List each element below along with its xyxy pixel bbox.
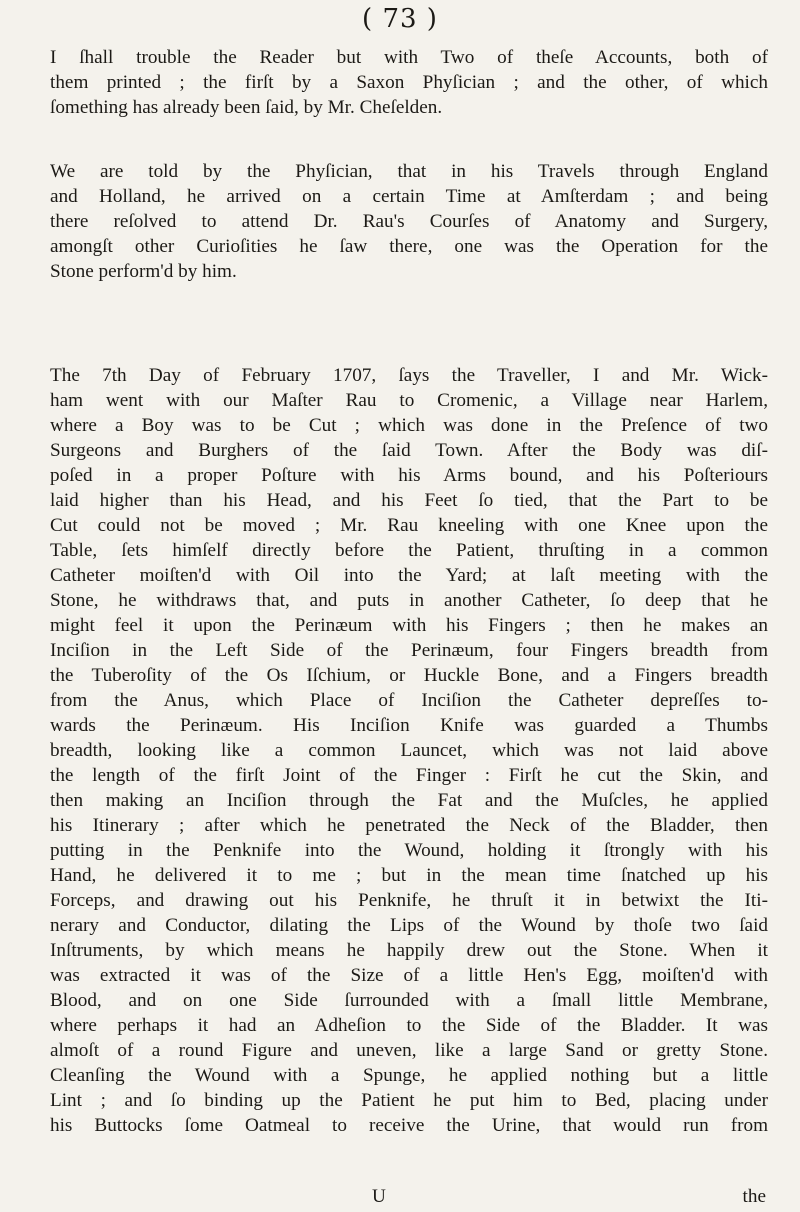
page-footer [0, 1186, 800, 1212]
text-line: Cleanſing the Wound with a Spunge, he applied nothing but a little [50, 1065, 768, 1086]
text-line: wards the Perinæum. His Inciſion Knife was guarded a Thumbs [50, 715, 768, 736]
text-line: them printed ; the firſt by a Saxon Phyſician ; and the other, of which [50, 72, 768, 93]
paragraph-1 [50, 45, 768, 120]
text-line: breadth, looking like a common Launcet, which was not laid above [50, 740, 768, 761]
paragraph-3 [50, 363, 768, 1188]
text-line: where perhaps it had an Adheſion to the Side of the Bladder. It was [50, 1015, 768, 1036]
text-line: amongſt other Curioſities he ſaw there, one was the Operation for the [50, 236, 768, 257]
text-line: ham went with our Maſter Rau to Cromenic, a Village near Harlem, [50, 390, 768, 411]
text-line: We are told by the Phyſician, that in his Travels through England [50, 161, 768, 182]
text-line: ſomething has already been ſaid, by Mr. Cheſelden. [50, 97, 443, 118]
text-line: might feel it upon the Perinæum with his Fingers ; then he makes an [50, 615, 768, 636]
text-line: Surgeons and Burghers of the ſaid Town. After the Body was diſ- [50, 440, 768, 461]
text-line: The 7th Day of February 1707, ſays the Traveller, I and Mr. Wick- [50, 365, 768, 386]
signature-mark: U [372, 1186, 386, 1207]
text-line: Table, ſets himſelf directly before the Patient, thruſting in a common [50, 540, 768, 561]
text-line [50, 1138, 768, 1163]
text-line: there reſolved to attend Dr. Rau's Courſes of Anatomy and Surgery, [50, 211, 768, 232]
text-line: Catheter moiſten'd with Oil into the Yard; at laſt meeting with the [50, 565, 768, 586]
text-line: from the Anus, which Place of Inciſion the Catheter depreſſes to- [50, 690, 768, 711]
text-line: and Holland, he arrived on a certain Time at Amſterdam ; and being [50, 186, 768, 207]
catchword: the [742, 1186, 766, 1207]
text-line: poſed in a proper Poſture with his Arms bound, and his Poſteriours [50, 465, 768, 486]
text-line: his Buttocks ſome Oatmeal to receive the Urine, that would run from [50, 1115, 768, 1136]
text-line: was extracted it was of the Size of a little Hen's Egg, moiſten'd with [50, 965, 768, 986]
text-line: putting in the Penknife into the Wound, holding it ſtrongly with his [50, 840, 768, 861]
text-line: his Itinerary ; after which he penetrated the Neck of the Bladder, then [50, 815, 768, 836]
text-line: Inſtruments, by which means he happily drew out the Stone. When it [50, 940, 768, 961]
text-line: Stone perform'd by him. [50, 261, 237, 282]
text-line: nerary and Conductor, dilating the Lips of the Wound by thoſe two ſaid [50, 915, 768, 936]
text-line [50, 1163, 768, 1188]
text-line: where a Boy was to be Cut ; which was done in the Preſence of two [50, 415, 768, 436]
text-line: Forceps, and drawing out his Penknife, he thruſt it in betwixt the Iti- [50, 890, 768, 911]
text-line: almoſt of a round Figure and uneven, like a large Sand or gretty Stone. [50, 1040, 768, 1061]
text-line: I ſhall trouble the Reader but with Two of theſe Accounts, both of [50, 47, 768, 68]
text-line: the length of the firſt Joint of the Finger : Firſt he cut the Skin, and [50, 765, 768, 786]
text-line: then making an Inciſion through the Fat and the Muſcles, he applied [50, 790, 768, 811]
page-number: ( 73 ) [362, 4, 438, 34]
text-line: Hand, he delivered it to me ; but in the mean time ſnatched up his [50, 865, 768, 886]
text-line: Inciſion in the Left Side of the Perinæum, four Fingers breadth from [50, 640, 768, 661]
text-line: Blood, and on one Side ſurrounded with a ſmall little Membrane, [50, 990, 768, 1011]
text-line: Cut could not be moved ; Mr. Rau kneeling with one Knee upon the [50, 515, 768, 536]
text-line: Stone, he withdraws that, and puts in another Catheter, ſo deep that he [50, 590, 768, 611]
text-line: Lint ; and ſo binding up the Patient he put him to Bed, placing under [50, 1090, 768, 1111]
text-line: the Tuberoſity of the Os Iſchium, or Huckle Bone, and a Fingers breadth [50, 665, 768, 686]
paragraph-2 [50, 159, 768, 284]
text-line: laid higher than his Head, and his Feet ſo tied, that the Part to be [50, 490, 768, 511]
